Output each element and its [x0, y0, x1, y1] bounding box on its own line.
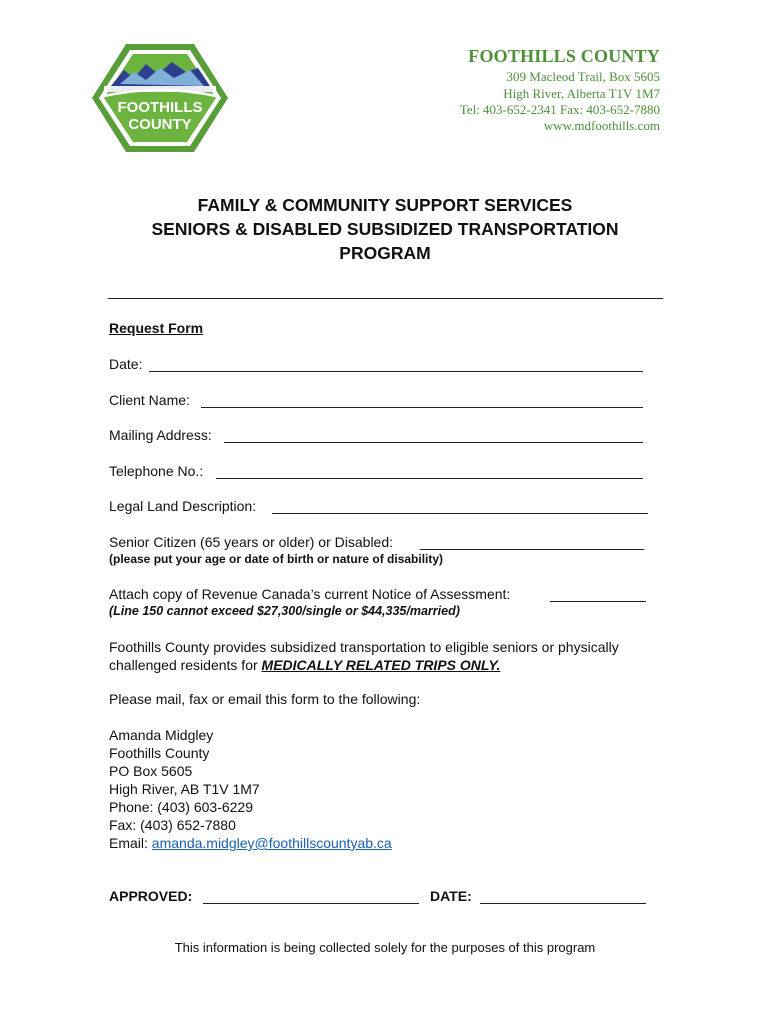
- logo-text-line1: FOOTHILLS: [117, 99, 203, 116]
- telephone-label: Telephone No.:: [109, 463, 204, 479]
- date-field[interactable]: [149, 371, 643, 372]
- org-name: FOOTHILLS COUNTY: [468, 46, 660, 66]
- telephone-field[interactable]: [216, 478, 643, 479]
- contact-email-row: [109, 835, 392, 852]
- contact-city: High River, AB T1V 1M7: [109, 781, 260, 797]
- attach-assessment-label: Attach copy of Revenue Canada’s current Notice of Assessment:: [109, 586, 511, 602]
- title-divider: [108, 298, 663, 299]
- income-limit-note: (Line 150 cannot exceed $27,300/single or $44,335/married): [109, 604, 460, 618]
- foothills-county-logo: [90, 42, 230, 154]
- contact-name: Amanda Midgley: [109, 727, 214, 743]
- contact-fax: Fax: (403) 652-7880: [109, 817, 236, 833]
- approval-date-field[interactable]: [480, 903, 646, 904]
- mail-instruction: Please mail, fax or email this form to the following:: [109, 691, 421, 707]
- senior-disabled-note: (please put your age or date of birth or nature of disability): [109, 552, 444, 566]
- org-website[interactable]: www.mdfoothills.com: [543, 118, 660, 133]
- contact-email-link[interactable]: amanda.midgley@foothillscountyab.ca: [151, 835, 392, 851]
- title-line1: FAMILY & COMMUNITY SUPPORT SERVICES: [197, 195, 573, 215]
- org-address-line2: High River, Alberta T1V 1M7: [503, 86, 660, 101]
- client-name-field[interactable]: [201, 407, 643, 408]
- info-line2: [109, 657, 500, 674]
- org-phone-fax: Tel: 403-652-2341 Fax: 403-652-7880: [459, 102, 660, 117]
- approved-field[interactable]: [203, 903, 419, 904]
- logo-text-line2: COUNTY: [128, 116, 192, 133]
- senior-disabled-label: Senior Citizen (65 years or older) or Disabled:: [109, 534, 394, 550]
- document-title: [0, 193, 770, 265]
- legal-land-field[interactable]: [272, 513, 648, 514]
- senior-disabled-field[interactable]: [420, 549, 644, 550]
- contact-phone: Phone: (403) 603-6229: [109, 799, 253, 815]
- attach-assessment-field[interactable]: [550, 601, 646, 602]
- form-heading: Request Form: [109, 320, 204, 336]
- contact-email-label: Email:: [109, 835, 152, 851]
- medical-trips-emphasis: MEDICALLY RELATED TRIPS ONLY.: [261, 657, 501, 673]
- approved-label: APPROVED:: [109, 888, 193, 904]
- privacy-footer: This information is being collected solely for the purposes of this program: [174, 940, 596, 955]
- mailing-address-label: Mailing Address:: [109, 427, 212, 443]
- contact-org: Foothills County: [109, 745, 210, 761]
- date-label: Date:: [109, 356, 143, 372]
- org-address-line1: 309 Macleod Trail, Box 5605: [506, 69, 660, 84]
- title-line2: SENIORS & DISABLED SUBSIDIZED TRANSPORTATION: [151, 219, 619, 239]
- legal-land-label: Legal Land Description:: [109, 498, 257, 514]
- info-line2-prefix: challenged residents for: [109, 657, 262, 673]
- client-name-label: Client Name:: [109, 392, 190, 408]
- mailing-address-field[interactable]: [224, 442, 643, 443]
- title-line3: PROGRAM: [339, 243, 431, 263]
- contact-po-box: PO Box 5605: [109, 763, 193, 779]
- approval-date-label: DATE:: [430, 888, 472, 904]
- info-line1: Foothills County provides subsidized transportation to eligible seniors or physically: [109, 639, 619, 655]
